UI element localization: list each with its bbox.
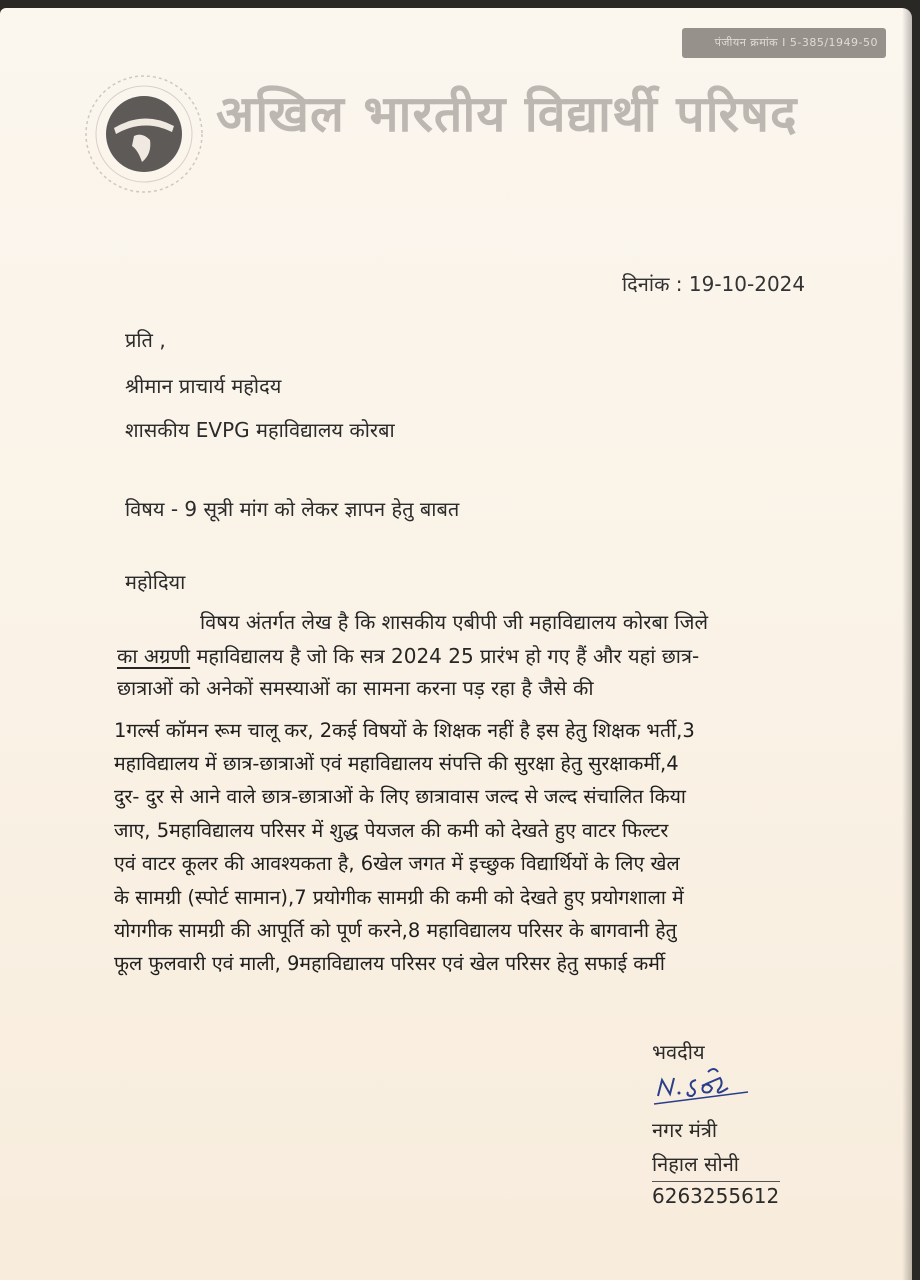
intro-line-1: विषय अंतर्गत लेख है कि शासकीय एबीपी जी महाविद्यालय कोरबा जिले — [200, 610, 709, 634]
signatory-name: निहाल सोनी — [652, 1152, 739, 1176]
letter-subject: विषय - 9 सूत्री मांग को लेकर ज्ञापन हेतु बाबत — [125, 497, 460, 521]
demand-line: दुर- दुर से आने वाले छात्र-छात्राओं के लिए छात्रावास जल्द से जल्द संचालित किया — [114, 785, 686, 808]
recipient-prefix: प्रति , — [125, 328, 166, 352]
demand-line: के सामग्री (स्पोर्ट सामान),7 प्रयोगीक सामग्री की कमी को देखते हुए प्रयोगशाला में — [114, 886, 684, 909]
page-edge-shadow — [902, 8, 912, 1280]
demand-line: योगगीक सामग्री की आपूर्ति को पूर्ण करने,8 महाविद्यालय परिसर के बागवानी हेतु — [114, 919, 677, 942]
demand-line: फूल फुलवारी एवं माली, 9महाविद्यालय परिसर एवं खेल परिसर हेतु सफाई कर्मी — [114, 952, 665, 975]
intro-underlined-text: का अग्रणी — [117, 644, 191, 668]
recipient-institution: शासकीय EVPG महाविद्यालय कोरबा — [125, 418, 395, 442]
intro-line-2-text: महाविद्यालय है जो कि सत्र 2024 25 प्रारंभ हो गए हैं और यहां छात्र- — [190, 644, 700, 668]
letter-date: दिनांक : 19-10-2024 — [622, 272, 806, 296]
letter-page — [0, 8, 912, 1280]
demand-line: महाविद्यालय में छात्र-छात्राओं एवं महाविद्यालय संपत्ति की सुरक्षा हेतु सुरक्षाकर्मी,4 — [114, 752, 679, 775]
handwritten-signature — [636, 1062, 754, 1108]
salutation: महोदिया — [125, 570, 186, 594]
intro-line-3: छात्राओं को अनेकों समस्याओं का सामना करना पड़ रहा है जैसे की — [117, 676, 594, 700]
organization-name: अखिल भारतीय विद्यार्थी परिषद — [216, 84, 798, 143]
recipient-title: श्रीमान प्राचार्य महोदय — [125, 374, 282, 398]
intro-line-2 — [117, 642, 699, 669]
designation: नगर मंत्री — [652, 1118, 718, 1142]
demand-line: 1गर्ल्स कॉमन रूम चालू कर, 2कई विषयों के शिक्षक नहीं है इस हेतु शिक्षक भर्ती,3 — [114, 719, 695, 742]
signature-divider — [652, 1181, 780, 1182]
registration-badge: पंजीयन क्रमांक I 5-385/1949-50 — [682, 28, 886, 58]
demand-line: जाए, 5महाविद्यालय परिसर में शुद्ध पेयजल की कमी को देखते हुए वाटर फिल्टर — [114, 819, 669, 842]
contact-number: 6263255612 — [652, 1184, 780, 1208]
valediction: भवदीय — [652, 1040, 705, 1064]
demand-line: एवं वाटर कूलर की आवश्यकता है, 6खेल जगत में इच्छुक विद्यार्थियों के लिए खेल — [114, 852, 680, 875]
organization-logo — [80, 70, 208, 198]
